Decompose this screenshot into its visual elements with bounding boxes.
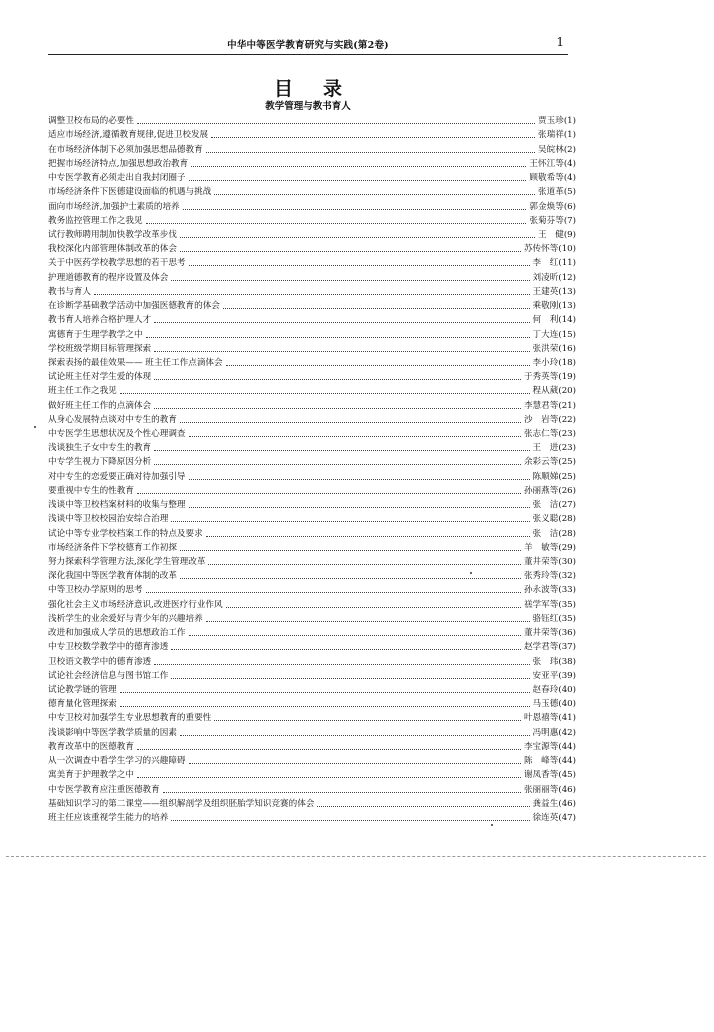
- toc-entry: [48, 540, 576, 554]
- toc-entry-page: (25): [558, 457, 576, 468]
- toc-entry-author: 张瑞祥: [538, 130, 564, 141]
- dot-leader: [226, 365, 530, 366]
- toc-entry-author: 王建英: [532, 286, 559, 297]
- toc-entry: [48, 127, 576, 141]
- toc-entry-title: 护理道德教育的程序设置及体会: [48, 272, 169, 283]
- toc-entry-author: 张秀玲等: [523, 571, 559, 582]
- toc-entry-page: (15): [558, 329, 576, 340]
- toc-entry-title: 市场经济条件下学校德育工作初探: [48, 542, 177, 553]
- toc-entry-title: 试论教学链的管理: [48, 684, 117, 695]
- dot-leader: [154, 379, 521, 380]
- toc-entry-title: 深化我国中等医学教育体制的改革: [48, 571, 177, 582]
- toc-entry-page: (46): [558, 798, 576, 809]
- toc-entry: [48, 696, 576, 710]
- toc-entry-title: 市场经济条件下医德建设面临的机遇与挑战: [48, 187, 212, 198]
- toc-entry-page: (16): [558, 343, 576, 354]
- toc-entry: [48, 227, 576, 241]
- dot-leader: [214, 194, 535, 195]
- toc-entry-page: (40): [558, 684, 576, 695]
- dot-leader: [208, 564, 521, 565]
- toc-entry: [48, 113, 576, 127]
- toc-heading: 目录: [273, 78, 372, 100]
- dot-leader: [189, 507, 530, 508]
- toc-entry: [48, 497, 576, 511]
- toc-entry-page: (37): [558, 642, 576, 653]
- toc-entry: [48, 284, 576, 298]
- toc-entry: [48, 554, 576, 568]
- toc-entry-author: 张 玮: [532, 656, 559, 667]
- toc-entry: [48, 170, 576, 184]
- toc-entry-page: (18): [558, 357, 576, 368]
- toc-entry-title: 调整卫校布局的必要性: [48, 116, 134, 127]
- dot-leader: [206, 536, 530, 537]
- toc-entry-title: 适应市场经济,遵循教育规律,促进卫校发展: [48, 130, 209, 141]
- dot-leader: [191, 166, 526, 167]
- toc-entry: [48, 269, 576, 283]
- toc-entry-title: 班主任应该重视学生能力的培养: [48, 812, 169, 823]
- toc-entry: [48, 341, 576, 355]
- dot-leader: [317, 806, 529, 807]
- dot-leader: [154, 450, 529, 451]
- toc-entry-title: 在诊断学基础教学活动中加强医德教育的体会: [48, 301, 220, 312]
- toc-entry-author: 禚学军等: [523, 599, 559, 610]
- toc-entry-page: (42): [558, 727, 576, 738]
- toc-entry-author: 王 健: [538, 229, 564, 240]
- toc-entry-author: 李慧君等: [523, 400, 559, 411]
- toc-entry-author: 乘敬刚: [532, 301, 559, 312]
- toc-entry-author: 李 红: [532, 258, 559, 269]
- toc-entry-page: (39): [558, 670, 576, 681]
- toc-entry: [48, 141, 576, 155]
- toc-entry: [48, 198, 576, 212]
- toc-entry-author: 李宝源等: [523, 741, 559, 752]
- toc-entry-author: 张道革: [538, 187, 564, 198]
- toc-entry: [48, 355, 576, 369]
- toc-entry-title: 教务监控管理工作之我见: [48, 215, 143, 226]
- toc-entry-page: (29): [558, 542, 576, 553]
- toc-entry-page: (12): [558, 272, 576, 283]
- toc-entry-title: 浅谈中等卫校档案材料的收集与整理: [48, 500, 186, 511]
- toc-entry-page: (19): [558, 372, 576, 383]
- toc-entry-author: 王 进: [532, 443, 559, 454]
- toc-entry-page: (9): [563, 229, 576, 240]
- toc-entry-page: (20): [558, 386, 576, 397]
- dot-leader: [163, 792, 521, 793]
- dot-leader: [120, 706, 530, 707]
- toc-entry-title: 努力探索科学管理方法,深化学生管理改革: [48, 557, 206, 567]
- toc-entry-title: 中专卫校对加强学生专业思想教育的重要性: [48, 713, 212, 724]
- toc-entry-page: (21): [558, 400, 576, 411]
- toc-entry-page: (30): [558, 557, 576, 567]
- toc-entry: [48, 753, 576, 767]
- toc-entry-page: (45): [558, 770, 576, 781]
- toc-entry-page: (25): [558, 471, 576, 482]
- dot-leader: [206, 621, 530, 622]
- dot-leader: [226, 607, 521, 608]
- toc-entry-author: 谢凤香等: [523, 770, 559, 781]
- toc-entry-page: (41): [558, 713, 576, 724]
- toc-entry: [48, 454, 576, 468]
- toc-entry: [48, 639, 576, 653]
- toc-entry-author: 马玉德: [532, 699, 559, 710]
- toc-entry-page: (40): [558, 699, 576, 710]
- toc-entry: [48, 383, 576, 397]
- dot-leader: [180, 550, 521, 551]
- toc-entry: [48, 326, 576, 340]
- toc-list: [48, 113, 576, 824]
- toc-entry: [48, 767, 576, 781]
- toc-entry: [48, 184, 576, 198]
- toc-entry-page: (35): [558, 599, 576, 610]
- toc-entry-author: 于秀英等: [523, 372, 559, 383]
- toc-entry-author: 张义聪: [532, 514, 559, 525]
- scan-speck: [470, 572, 472, 574]
- toc-entry-title: 浅谈中等卫校校园治安综合治理: [48, 514, 169, 525]
- dot-leader: [137, 749, 521, 750]
- dot-leader: [146, 223, 527, 224]
- toc-entry-author: 张 洁: [532, 500, 559, 511]
- toc-entry-title: 强化社会主义市场经济意识,改进医疗行业作风: [48, 599, 223, 610]
- toc-entry-title: 关于中医药学校教学思想的若干思考: [48, 258, 186, 269]
- dot-leader: [154, 351, 529, 352]
- dot-leader: [154, 322, 529, 323]
- toc-entry-page: (35): [558, 613, 576, 624]
- dot-leader: [189, 265, 530, 266]
- scan-edge-line: [6, 856, 706, 857]
- dot-leader: [137, 493, 521, 494]
- dot-leader: [137, 123, 535, 124]
- dot-leader: [120, 692, 530, 693]
- toc-entry-title: 浅析学生的业余爱好与青少年的兴趣培养: [48, 613, 203, 624]
- toc-entry-page: (13): [558, 301, 576, 312]
- toc-entry-author: 张菊芬等: [529, 215, 564, 226]
- toc-entry-title: 中等卫校办学原则的思考: [48, 585, 143, 596]
- toc-entry: [48, 468, 576, 482]
- toc-entry-author: 张 洁: [532, 528, 559, 539]
- toc-entry-author: 顾敬希等: [529, 173, 564, 184]
- toc-entry-author: 孙丽燕等: [523, 485, 559, 496]
- toc-entry: [48, 156, 576, 170]
- dot-leader: [180, 735, 530, 736]
- toc-entry-title: 德育量化管理探索: [48, 699, 117, 710]
- toc-entry: [48, 582, 576, 596]
- toc-entry-page: (28): [558, 514, 576, 525]
- toc-entry-page: (27): [558, 500, 576, 511]
- toc-entry-title: 教书与育人: [48, 286, 91, 297]
- toc-entry-author: 叶恩禧等: [523, 713, 559, 724]
- toc-entry-author: 郭金焕等: [529, 201, 564, 212]
- toc-entry: [48, 781, 576, 795]
- toc-entry-title: 班主任工作之我见: [48, 386, 117, 397]
- toc-entry: [48, 682, 576, 696]
- toc-entry-page: (38): [558, 656, 576, 667]
- dot-leader: [171, 649, 521, 650]
- dot-leader: [146, 337, 530, 338]
- toc-entry-title: 要重视中专生的性教育: [48, 485, 134, 496]
- dot-leader: [137, 777, 521, 778]
- toc-entry-author: 董井荣等: [523, 628, 559, 639]
- section-heading: 教学管理与教书育人: [265, 101, 351, 112]
- toc-entry-title: 试行教师聘用制加快教学改革步伐: [48, 229, 177, 240]
- toc-entry-page: (1): [563, 116, 576, 127]
- toc-entry-author: 董井荣等: [523, 557, 559, 567]
- toc-entry: [48, 739, 576, 753]
- toc-entry-title: 中专医学教育必须走出自我封闭圈子: [48, 173, 186, 184]
- dot-leader: [189, 763, 521, 764]
- toc-entry-page: (4): [563, 173, 576, 184]
- toc-entry-title: 基础知识学习的第二课堂——组织解剖学及组织胚胎学知识竞赛的体会: [48, 798, 315, 809]
- toc-entry: [48, 213, 576, 227]
- toc-entry-author: 李小玲: [532, 357, 559, 368]
- toc-entry-author: 冯明惠: [532, 727, 559, 738]
- toc-entry: [48, 653, 576, 667]
- toc-entry-title: 中专学生视力下降原因分析: [48, 457, 152, 468]
- toc-entry-author: 赵春玲: [532, 684, 559, 695]
- toc-entry-title: 中专卫校数学教学中的德育渗透: [48, 642, 169, 653]
- toc-entry-author: 孙永波等: [523, 585, 559, 596]
- toc-entry-page: (5): [563, 187, 576, 198]
- toc-entry-title: 试论班主任对学生爱的体现: [48, 372, 152, 383]
- toc-entry-title: 面向市场经济,加强护士素质的培养: [48, 201, 180, 212]
- page-number: 1: [556, 35, 564, 49]
- toc-entry-author: 张丽丽等: [523, 784, 559, 795]
- toc-entry: [48, 724, 576, 738]
- dot-leader: [180, 237, 535, 238]
- toc-entry: [48, 511, 576, 525]
- dot-leader: [171, 280, 529, 281]
- toc-entry-page: (13): [558, 286, 576, 297]
- toc-entry-page: (36): [558, 628, 576, 639]
- toc-entry-page: (26): [558, 485, 576, 496]
- toc-entry-author: 王怀江等: [529, 158, 564, 169]
- toc-entry-title: 中专医学教育应注重医德教育: [48, 784, 160, 795]
- toc-entry-author: 徐连英: [532, 812, 559, 823]
- dot-leader: [146, 592, 521, 593]
- toc-entry-title: 教育改革中的医德教育: [48, 741, 134, 752]
- toc-entry-page: (32): [558, 571, 576, 582]
- dot-leader: [154, 408, 521, 409]
- toc-entry: [48, 255, 576, 269]
- toc-entry-title: 做好班主任工作的点滴体会: [48, 400, 152, 411]
- toc-entry-author: 吴皖林: [538, 144, 564, 155]
- toc-entry-page: (23): [558, 443, 576, 454]
- toc-entry-title: 探索表扬的最佳效果—— 班主任工作点滴体会: [48, 357, 223, 368]
- toc-entry-author: 张志仁等: [523, 429, 559, 440]
- toc-entry-author: 苏传怀等: [523, 244, 559, 255]
- toc-entry-author: 赵学君等: [523, 642, 559, 653]
- toc-entry: [48, 568, 576, 582]
- toc-entry-author: 张洪荣: [532, 343, 559, 354]
- toc-entry: [48, 412, 576, 426]
- toc-entry-title: 教书育人培养合格护理人才: [48, 315, 152, 326]
- toc-entry-page: (47): [558, 812, 576, 823]
- toc-entry-page: (11): [558, 258, 576, 269]
- toc-entry-author: 丁大连: [532, 329, 559, 340]
- dot-leader: [189, 180, 527, 181]
- toc-entry: [48, 369, 576, 383]
- dot-leader: [223, 308, 530, 309]
- toc-entry-page: (6): [563, 201, 576, 212]
- toc-entry-title: 试论中等专业学校档案工作的特点及要求: [48, 528, 203, 539]
- toc-entry: [48, 796, 576, 810]
- toc-entry-author: 龚益生: [532, 798, 559, 809]
- dot-leader: [180, 422, 521, 423]
- toc-entry-author: 骆钰红: [532, 613, 559, 624]
- toc-entry-title: 改进和加强成人学员的思想政治工作: [48, 628, 186, 639]
- dot-leader: [214, 720, 521, 721]
- toc-entry: [48, 810, 576, 824]
- dot-leader: [154, 464, 521, 465]
- toc-entry-title: 浅谈影响中等医学教学质量的因素: [48, 727, 177, 738]
- dot-leader: [171, 820, 529, 821]
- dot-leader: [94, 294, 530, 295]
- toc-entry-author: 何 利: [532, 315, 559, 326]
- toc-entry-title: 寓德育于生理学教学之中: [48, 329, 143, 340]
- scan-speck: [491, 824, 493, 826]
- dot-leader: [183, 209, 527, 210]
- dot-leader: [206, 152, 535, 153]
- toc-entry: [48, 241, 576, 255]
- toc-entry: [48, 312, 576, 326]
- dot-leader: [189, 635, 521, 636]
- toc-entry: [48, 298, 576, 312]
- toc-entry: [48, 483, 576, 497]
- toc-entry-page: (2): [563, 144, 576, 155]
- toc-entry-title: 试论社会经济信息与图书馆工作: [48, 670, 169, 681]
- toc-entry-title: 寓美育于护理教学之中: [48, 770, 134, 781]
- scan-speck: [34, 426, 36, 428]
- toc-entry: [48, 426, 576, 440]
- toc-entry: [48, 525, 576, 539]
- dot-leader: [180, 578, 521, 579]
- toc-entry-title: 把握市场经济特点,加强思想政治教育: [48, 158, 189, 169]
- toc-entry-title: 卫校语文教学中的德育渗透: [48, 656, 152, 667]
- toc-entry-title: 中专医学生思想状况及个性心理调查: [48, 429, 186, 440]
- toc-entry-author: 程从葳: [532, 386, 559, 397]
- toc-entry-page: (44): [558, 756, 576, 767]
- toc-entry: [48, 397, 576, 411]
- dot-leader: [189, 436, 521, 437]
- toc-entry: [48, 440, 576, 454]
- toc-entry-page: (44): [558, 741, 576, 752]
- toc-entry-page: (1): [563, 130, 576, 141]
- dot-leader: [211, 137, 535, 138]
- toc-entry-title: 浅谈独生子女中专生的教育: [48, 443, 152, 454]
- toc-entry-author: 陈顺娣: [532, 471, 559, 482]
- toc-entry-title: 从一次调查中看学生学习的兴趣障碍: [48, 756, 186, 767]
- toc-entry: [48, 611, 576, 625]
- toc-entry: [48, 710, 576, 724]
- journal-title: 中华中等医学教育研究与实践(第2卷): [227, 40, 389, 51]
- toc-entry: [48, 596, 576, 610]
- toc-entry-author: 刘凌昕: [532, 272, 559, 283]
- dot-leader: [171, 521, 529, 522]
- running-header: [48, 36, 568, 55]
- toc-entry: [48, 668, 576, 682]
- toc-entry-page: (7): [563, 215, 576, 226]
- toc-entry-page: (14): [558, 315, 576, 326]
- toc-entry-title: 学校班级学期目标管理探索: [48, 343, 152, 354]
- toc-entry-page: (46): [558, 784, 576, 795]
- toc-entry-page: (33): [558, 585, 576, 596]
- toc-entry-author: 安亚平: [532, 670, 559, 681]
- toc-entry-page: (23): [558, 429, 576, 440]
- toc-entry-title: 在市场经济体制下必须加强思想品德教育: [48, 144, 203, 155]
- toc-entry-page: (28): [558, 528, 576, 539]
- toc-entry-author: 沙 岩等: [523, 414, 559, 425]
- toc-entry-title: 我校深化内部管理体制改革的体会: [48, 244, 177, 255]
- toc-entry-page: (10): [558, 244, 576, 255]
- dot-leader: [120, 393, 530, 394]
- toc-entry-page: (4): [563, 158, 576, 169]
- toc-entry-author: 贾玉珍: [538, 116, 564, 127]
- toc-entry-title: 从身心发展特点谈对中专生的教育: [48, 414, 177, 425]
- toc-entry-author: 陈 峰等: [523, 756, 559, 767]
- toc-entry-author: 余彩云等: [523, 457, 559, 468]
- dot-leader: [171, 678, 529, 679]
- toc-entry-page: (22): [558, 414, 576, 425]
- toc-entry-author: 羊 敏等: [523, 542, 559, 553]
- dot-leader: [189, 479, 530, 480]
- toc-entry: [48, 625, 576, 639]
- dot-leader: [180, 251, 521, 252]
- dot-leader: [154, 664, 529, 665]
- toc-entry-title: 对中专生的恋爱要正确对待加强引导: [48, 471, 186, 482]
